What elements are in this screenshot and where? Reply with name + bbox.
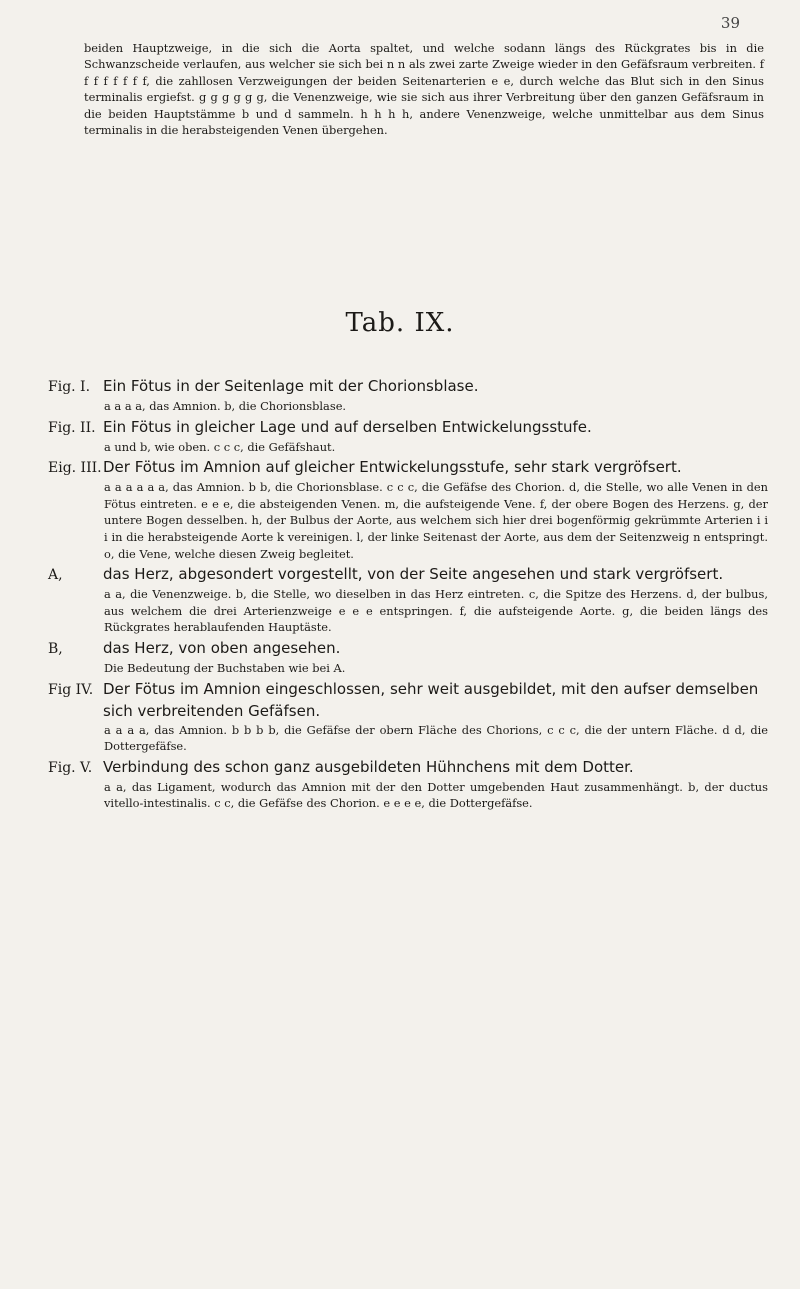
figure-heading-text: Der Fötus im Amnion eingeschlossen, sehr weit ausgebildet, mit den aufser demselben sich verbreitenden Gefäfsen.	[103, 679, 759, 720]
figure-heading	[48, 679, 768, 722]
figure-entry	[48, 757, 768, 812]
figure-description: a a a a, das Amnion. b b b b, die Gefäfse der obern Fläche des Chorions, c c c, die der untern Fläche. d d, die Dottergefäfse.	[104, 722, 768, 754]
figure-heading	[48, 376, 768, 398]
figure-label: Eig. III.	[48, 460, 102, 477]
figure-entry	[48, 417, 768, 456]
figure-description: Die Bedeutung der Buchstaben wie bei A.	[104, 660, 346, 675]
figure-heading	[48, 638, 768, 660]
figure-label: B,	[48, 640, 63, 657]
figure-heading-text: das Herz, von oben angesehen.	[103, 638, 341, 657]
figure-heading-text: Ein Fötus in der Seitenlage mit der Chorionsblase.	[103, 377, 479, 395]
figure-entry	[48, 564, 768, 636]
figure-label: Fig IV.	[48, 681, 94, 698]
figure-entry	[48, 638, 768, 677]
figure-heading-text: Verbindung des schon ganz ausgebildeten Hühnchens mit dem Dotter.	[103, 757, 634, 776]
intro-paragraph: beiden Hauptzweige, in die sich die Aorta spaltet, und welche sodann längs des Rückgrates bis in die Schwanzscheide verlaufen, aus welcher sie sich bei n n als zwei zarte Zweige wieder in den Gefäfsraum verbreiten. f f f f f f f f, die zahllosen Verzweigungen der beiden Seitenarterien e e, durch welche das Blut sich in den Sinus terminalis ergiefst. g g g g g g, die Venenzweige, wie sie sich aus ihrer Verbreitung über den ganzen Gefäfsraum in die beiden Hauptstämme b und d sammeln. h h h h, andere Venenzweige, welche unmittelbar aus dem Sinus terminalis in die herabsteigenden Venen übergehen.	[84, 41, 764, 138]
figure-label: A,	[48, 567, 63, 584]
figure-label: Fig. II.	[48, 419, 96, 436]
figure-heading	[48, 417, 768, 439]
figure-description: a a a a a a, das Amnion. b b, die Chorionsblase. c c c, die Gefäfse des Chorion. d, die Stelle, wo alle Venen in den Fötus eintreten. e e e, die absteigenden Venen. m, die aufsteigende Vene. f, der obere Bogen des Herzens. g, der untere Bogen desselben. h, der Bulbus der Aorte, aus welchem sich hier drei bogenförmig gekrümmte Arterien i i i in die herabsteigende Aorte k vereinigen. l, der linke Seitenast der Aorte, aus dem der Seitenzweig n entspringt. o, die Vene, welche diesen Zweig begleitet.	[104, 480, 768, 561]
figure-entry	[48, 679, 768, 755]
figure-legend-list	[48, 376, 768, 814]
figure-heading-text: Der Fötus im Amnion auf gleicher Entwickelungsstufe, sehr stark vergröfsert.	[103, 458, 682, 477]
figure-entry	[48, 376, 768, 415]
plate-title: Tab. IX.	[345, 308, 455, 338]
figure-heading-text: das Herz, abgesondert vorgestellt, von der Seite angesehen und stark vergröfsert.	[103, 565, 724, 584]
figure-label: Fig. V.	[48, 759, 93, 776]
page-number: 39	[720, 14, 740, 32]
figure-heading	[48, 457, 768, 479]
figure-description: a a, die Venenzweige. b, die Stelle, wo dieselben in das Herz eintreten. c, die Spitze des Herzens. d, der bulbus, aus welchem die drei Arterienzweige e e e entspringen. f, die aufsteigende Aorte. g, die beiden längs des Rückgrates herablaufenden Hauptäste.	[104, 587, 768, 635]
figure-label: Fig. I.	[48, 379, 91, 395]
figure-heading	[48, 757, 768, 779]
figure-description: a a, das Ligament, wodurch das Amnion mit der den Dotter umgebenden Haut zusammenhängt. b, der ductus vitello-intestinalis. c c, die Gefäfse des Chorion. e e e e, die Dottergefäfse.	[104, 779, 768, 811]
figure-heading-text: Ein Fötus in gleicher Lage und auf derselben Entwickelungsstufe.	[103, 417, 592, 436]
figure-entry	[48, 457, 768, 562]
figure-description: a a a a, das Amnion. b, die Chorionsblase.	[104, 399, 347, 413]
figure-heading	[48, 564, 768, 586]
figure-description: a und b, wie oben. c c c, die Gefäfshaut.	[104, 439, 336, 454]
